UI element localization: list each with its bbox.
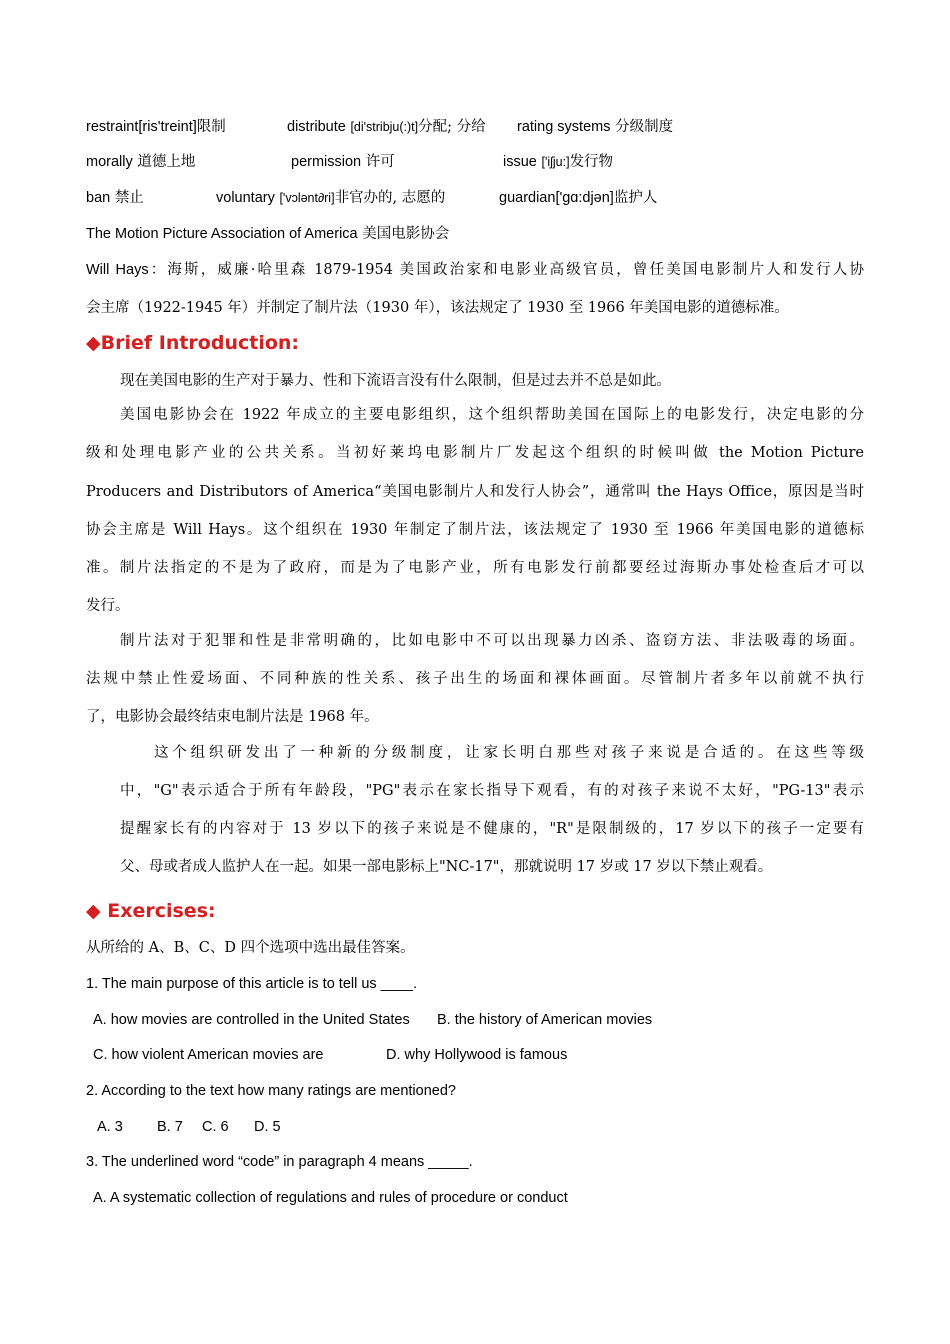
vocab-restraint — [86, 117, 226, 137]
question-2-option-b: B. 7 — [157, 1119, 183, 1135]
intro-paragraph-line: 协会主席是 Will Hays。这个组织在 1930 年制定了制片法，该法规定了 1930 至 1966 年美国电影的道德标 — [86, 522, 864, 538]
vocab-word: voluntary — [216, 190, 275, 206]
vocab-word: guardian — [499, 190, 556, 206]
will-hays-text: ：海斯，威廉·哈里森 1879-1954 美国政治家和电影业高级官员，曾任美国电影制片人和发行人协 — [148, 262, 864, 278]
vocab-issue — [503, 152, 613, 172]
vocab-pron: ['iʃju:] — [541, 155, 570, 169]
intro-paragraph-line: 发行。 — [86, 598, 130, 614]
question-1-option-a: A. how movies are controlled in the United States — [93, 1012, 410, 1028]
intro-paragraph-line: 这个组织研发出了一种新的分级制度，让家长明白那些对孩子来说是合适的。在这些等级 — [154, 745, 864, 761]
question-2-option-c: C. 6 — [202, 1119, 229, 1135]
vocab-word: rating systems — [517, 119, 611, 135]
vocab-meaning: 许可 — [365, 154, 395, 170]
question-2-stem: 2. According to the text how many ratings are mentioned? — [86, 1083, 456, 1099]
intro-paragraph-line: 父、母或者成人监护人在一起。如果一部电影标上"NC-17"，那就说明 17 岁或 17 岁以下禁止观看。 — [120, 859, 773, 875]
vocab-meaning: 分配; 分给 — [418, 119, 486, 135]
question-3-stem: 3. The underlined word “code” in paragraph 4 means _____. — [86, 1154, 473, 1170]
intro-paragraph-line: 法规中禁止性爱场面、不同种族的性关系、孩子出生的场面和裸体画面。尽管制片者多年以前就不执行 — [86, 671, 864, 687]
vocab-guardian — [499, 188, 657, 208]
intro-paragraph-line: 中，"G"表示适合于所有年龄段，"PG"表示在家长指导下观看，有的对孩子来说不太好，"PG-13"表示 — [120, 783, 864, 799]
vocab-permission — [291, 152, 395, 172]
intro-paragraph-line: Producers and Distributors of America“美国电影制片人和发行人协会”，通常叫 the Hays Office，原因是当时 — [86, 484, 864, 500]
exercises-heading: ◆ Exercises: — [86, 900, 216, 922]
vocab-meaning: 分级制度 — [615, 119, 674, 135]
question-1-stem: 1. The main purpose of this article is to tell us ____. — [86, 976, 417, 992]
will-hays-line-2: 会主席（1922-1945 年）并制定了制片法（1930 年），该法规定了 1930 至 1966 年美国电影的道德标准。 — [86, 300, 789, 316]
vocab-distribute — [287, 117, 486, 137]
vocab-pron: [ris'treint] — [138, 119, 197, 135]
intro-paragraph-line: 现在美国电影的生产对于暴力、性和下流语言没有什么限制，但是过去并不总是如此。 — [120, 373, 671, 389]
vocab-pron: ['vɔlənt∂ri] — [279, 191, 335, 205]
intro-paragraph-line: 制片法对于犯罪和性是非常明确的，比如电影中不可以出现暴力凶杀、盗窃方法、非法吸毒的场面。 — [120, 633, 864, 649]
vocab-voluntary — [216, 188, 445, 208]
vocab-meaning: 限制 — [196, 119, 226, 135]
question-1-option-d: D. why Hollywood is famous — [386, 1047, 568, 1063]
vocab-pron: [di'stribju(:)t] — [350, 120, 419, 134]
vocab-word: ban — [86, 190, 111, 206]
question-1-option-b: B. the history of American movies — [437, 1012, 653, 1028]
vocab-word: issue — [503, 154, 537, 170]
vocab-rating-systems — [517, 117, 673, 137]
question-1-option-c: C. how violent American movies are — [93, 1047, 324, 1063]
intro-paragraph-line: 了，电影协会最终结束电制片法是 1968 年。 — [86, 709, 379, 725]
vocab-meaning: 禁止 — [114, 190, 144, 206]
intro-paragraph-line: 准。制片法指定的不是为了政府，而是为了电影产业，所有电影发行前都要经过海斯办事处检查后才可以 — [86, 560, 864, 576]
intro-paragraph-line: 提醒家长有的内容对于 13 岁以下的孩子来说是不健康的，"R"是限制级的，17 岁以下的孩子一定要有 — [120, 821, 864, 837]
vocab-morally — [86, 152, 195, 172]
vocab-word: distribute — [287, 119, 346, 135]
question-3-option-a: A. A systematic collection of regulations and rules of procedure or conduct — [93, 1190, 568, 1206]
question-2-option-d: D. 5 — [254, 1119, 281, 1135]
vocab-word: morally — [86, 154, 133, 170]
vocab-row-4 — [86, 224, 449, 244]
will-hays-name: Will Hays — [86, 262, 149, 278]
vocab-meaning: 非官办的, 志愿的 — [334, 190, 446, 206]
vocab-meaning: 道德上地 — [137, 154, 196, 170]
vocab-meaning: 发行物 — [569, 154, 614, 170]
will-hays-line-1 — [86, 260, 864, 280]
vocab-word: permission — [291, 154, 362, 170]
intro-heading: ◆Brief Introduction: — [86, 332, 300, 354]
intro-paragraph-line: 美国电影协会在 1922 年成立的主要电影组织，这个组织帮助美国在国际上的电影发行，决定电影的分 — [120, 407, 864, 423]
vocab-meaning: 监护人 — [613, 190, 658, 206]
vocab-ban — [86, 188, 144, 208]
vocab-word: restraint — [86, 119, 139, 135]
exercises-instruction: 从所给的 A、B、C、D 四个选项中选出最佳答案。 — [86, 940, 415, 956]
vocab-pron: ['gɑ:djən] — [555, 190, 614, 206]
vocab-meaning: 美国电影协会 — [362, 226, 450, 242]
vocab-word: The Motion Picture Association of America — [86, 226, 358, 242]
question-2-option-a: A. 3 — [97, 1119, 123, 1135]
intro-paragraph-line: 级和处理电影产业的公共关系。当初好莱坞电影制片厂发起这个组织的时候叫做 the Motion Picture — [86, 445, 864, 461]
